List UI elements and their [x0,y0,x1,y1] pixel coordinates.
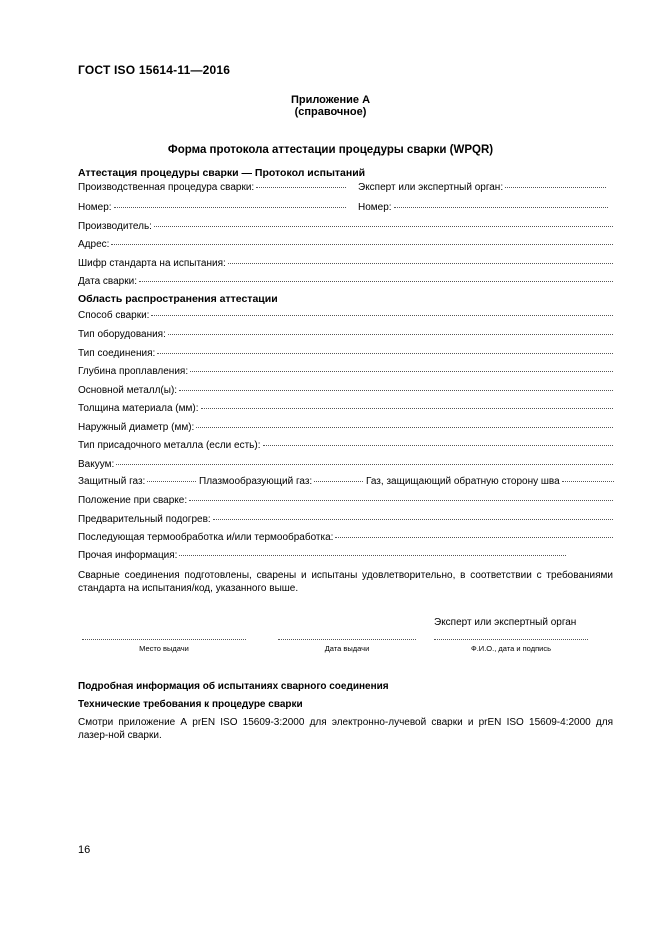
field-label: Последующая термообработка и/или термообработка: [78,532,334,543]
field-label: Вакуум: [78,459,115,470]
field-label: Дата сварки: [78,276,137,287]
field-equipment-type[interactable] [78,328,613,341]
fill-line [168,333,613,335]
field-label: Предварительный подогрев: [78,514,211,525]
field-number-right[interactable] [358,202,608,213]
place-caption: Место выдачи [139,644,189,653]
fill-line [139,280,613,282]
field-label: Эксперт или экспертный орган: [358,182,504,193]
field-filler-metal[interactable] [78,439,613,452]
field-label: Тип оборудования: [78,329,166,340]
section-scope-title: Область распространения аттестации [78,293,278,305]
fill-line [394,207,608,208]
fill-line [190,370,613,372]
fill-line [111,243,613,245]
field-standard-code[interactable] [78,257,613,270]
field-material-thickness[interactable] [78,402,613,415]
details-subtitle: Технические требования к процедуре сварки [78,699,303,710]
field-penetration-depth[interactable] [78,365,613,378]
field-label: Номер: [78,202,112,213]
field-label: Производитель: [78,221,152,232]
fill-line [179,389,613,391]
field-label: Глубина проплавления: [78,366,189,377]
document-code: ГОСТ ISO 15614-11—2016 [78,63,231,77]
field-backing-gas[interactable] [366,476,614,487]
field-manufacturer[interactable] [78,220,613,233]
expert-label: Эксперт или экспертный орган [434,617,577,628]
fill-line [114,207,346,208]
field-label: Производственная процедура сварки: [78,182,255,193]
fill-line [179,554,566,556]
fill-line [201,407,614,409]
fill-line [213,518,613,520]
details-text: Смотри приложение А prEN ISO 15609-3:2000 для электронно-лучевой сварки и prEN ISO 15609-4:2000 для лазер-ной сварки. [78,717,613,741]
field-label: Номер: [358,202,392,213]
field-outer-diameter[interactable] [78,421,613,434]
field-label: Защитный газ: [78,476,146,487]
field-label: Плазмообразующий газ: [199,476,313,487]
field-welding-process[interactable] [78,309,613,322]
form-title: Форма протокола аттестации процедуры сварки (WPQR) [167,144,494,156]
field-label: Толщина материала (мм): [78,403,199,414]
field-address[interactable] [78,238,613,251]
field-label: Способ сварки: [78,310,150,321]
field-welding-date[interactable] [78,275,613,288]
field-label: Основной металл(ы): [78,385,178,396]
field-shielding-gas[interactable] [78,476,196,487]
field-preheat[interactable] [78,513,613,526]
field-production-procedure[interactable] [78,182,346,193]
field-label: Положение при сварке: [78,495,188,506]
fill-line [196,426,613,428]
section-qualification-title: Аттестация процедуры сварки — Протокол испытаний [78,167,366,179]
date-caption: Дата выдачи [324,644,370,653]
annex-subtitle: (справочное) [294,106,367,118]
fill-line [189,499,613,501]
field-plasma-gas[interactable] [199,476,363,487]
place-line[interactable] [82,638,246,640]
field-expert-org[interactable] [358,182,606,193]
field-post-heat-treatment[interactable] [78,531,613,544]
field-label: Шифр стандарта на испытания: [78,258,226,269]
date-line[interactable] [278,638,416,640]
fill-line [151,314,613,316]
fill-line [154,225,613,227]
fill-line [116,463,613,465]
statement-paragraph: Сварные соединения подготовлены, сварены и испытаны удовлетворительно, в соответствии с требованиями стандарта на испытания/код, указанного выше. [78,570,613,594]
name-caption: Ф.И.О., дата и подпись [471,644,551,653]
annex-heading [0,94,661,118]
field-welding-position[interactable] [78,494,613,507]
fill-line [335,536,613,538]
signature-line[interactable] [434,638,588,640]
field-label: Прочая информация: [78,550,178,561]
fill-line [562,481,614,482]
fill-line [147,481,196,482]
field-label: Тип присадочного металла (если есть): [78,440,261,451]
field-other-info[interactable] [78,549,566,562]
field-base-metal[interactable] [78,384,613,397]
annex-title: Приложение А [290,94,371,106]
field-label: Газ, защищающий обратную сторону шва [366,476,560,487]
fill-line [157,352,613,354]
field-vacuum[interactable] [78,458,613,471]
field-joint-type[interactable] [78,347,613,360]
fill-line [505,187,606,188]
fill-line [263,444,613,446]
fill-line [256,187,346,188]
page-number: 16 [78,844,91,856]
field-label: Адрес: [78,239,110,250]
field-label: Тип соединения: [78,348,156,359]
details-title: Подробная информация об испытаниях сварного соединения [78,681,389,692]
fill-line [314,481,363,482]
fill-line [228,262,613,264]
field-label: Наружный диаметр (мм): [78,422,195,433]
field-number-left[interactable] [78,202,346,213]
